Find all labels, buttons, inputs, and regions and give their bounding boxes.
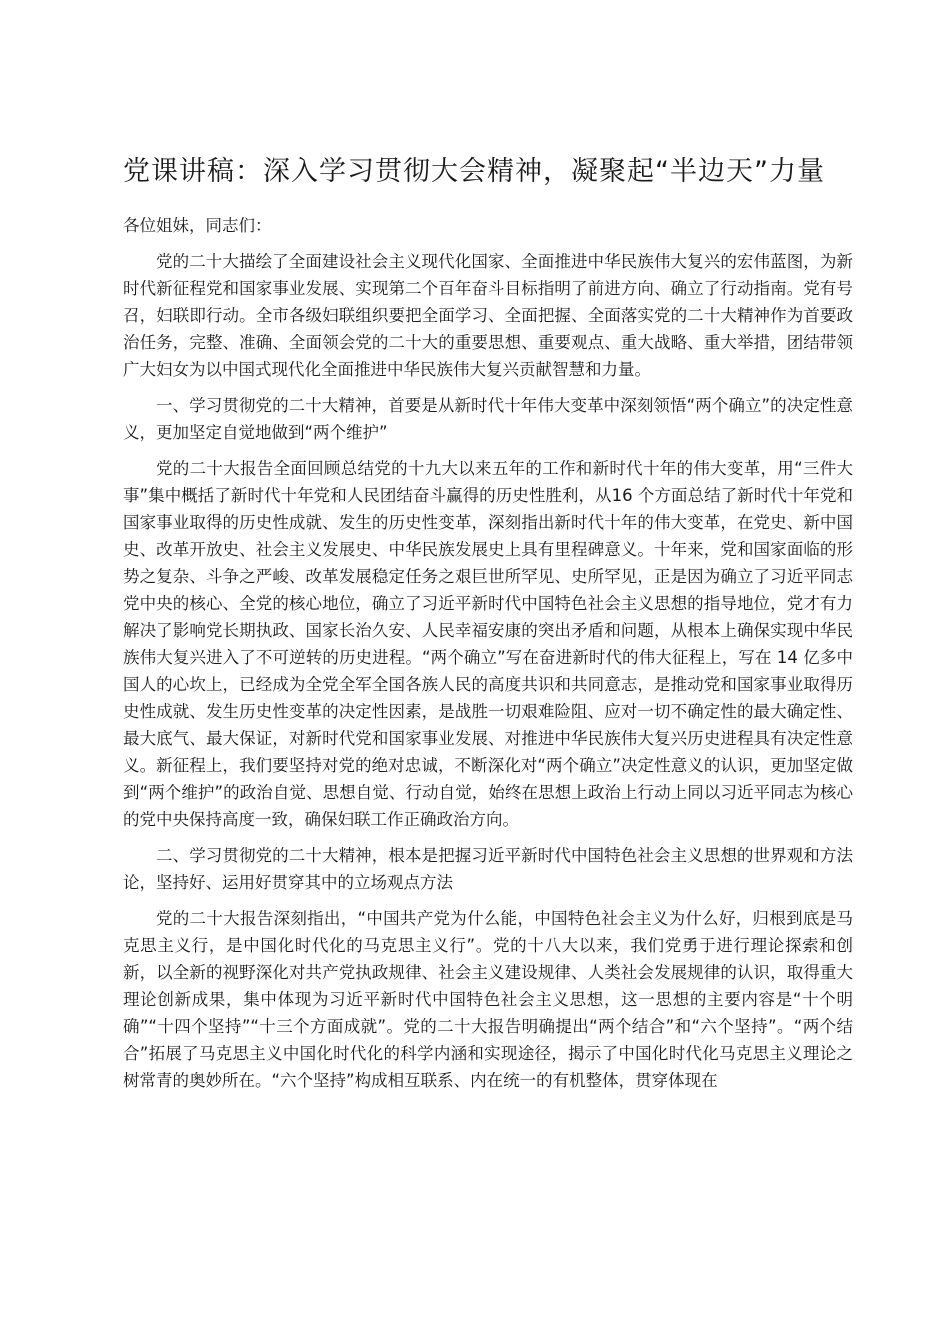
section-heading-2: 二、学习贯彻党的二十大精神，根本是把握习近平新时代中国特色社会主义思想的世界观和方法论，坚持好、运用好贯穿其中的立场观点方法	[123, 846, 853, 892]
document-page	[123, 152, 853, 1103]
paragraph-section-2: 党的二十大报告深刻指出，“中国共产党为什么能，中国特色社会主义为什么好，归根到底是马克思主义行，是中国化时代化的马克思主义行”。党的十八大以来，我们党勇于进行理论探索和创新，以全新的视野深化对共产党执政规律、社会主义建设规律、人类社会发展规律的认识，取得重大理论创新成果，集中体现为习近平新时代中国特色社会主义思想，这一思想的主要内容是“十个明确”“十四个坚持”“十三个方面成就”。党的二十大报告明确提出“两个结合”和“六个坚持”。“两个结合”拓展了马克思主义中国化时代化的科学内涵和实现途径，揭示了中国化时代化马克思主义理论之树常青的奥妙所在。“六个坚持”构成相互联系、内在统一的有机整体，贯穿体现在	[123, 909, 853, 1090]
salutation: 各位姐妹，同志们：	[123, 216, 272, 235]
section-heading-1: 一、学习贯彻党的二十大精神，首要是从新时代十年伟大变革中深刻领悟“两个确立”的决定性意义，更加坚定自觉地做到“两个维护”	[123, 396, 853, 442]
paragraph-intro: 党的二十大描绘了全面建设社会主义现代化国家、全面推进中华民族伟大复兴的宏伟蓝图，为新时代新征程党和国家事业发展、实现第二个百年奋斗目标指明了前进方向、确立了行动指南。党有号召，妇联即行动。全市各级妇联组织要把全面学习、全面把握、全面落实党的二十大精神作为首要政治任务，完整、准确、全面领会党的二十大的重要思想、重要观点、重大战略、重大举措，团结带领广大妇女为以中国式现代化全面推进中华民族伟大复兴贡献智慧和力量。	[123, 252, 853, 379]
paragraph-section-1: 党的二十大报告全面回顾总结党的十九大以来五年的工作和新时代十年的伟大变革，用“三件大事”集中概括了新时代十年党和人民团结奋斗赢得的历史性胜利，从16 个方面总结了新时代十年党和国家事业取得的历史性成就、发生的历史性变革，深刻指出新时代十年的伟大变革，在党史、新中国史、改革开放史、社会主义发展史、中华民族发展史上具有里程碑意义。十年来，党和国家面临的形势之复杂、斗争之严峻、改革发展稳定任务之艰巨世所罕见、史所罕见，正是因为确立了习近平同志党中央的核心、全党的核心地位，确立了习近平新时代中国特色社会主义思想的指导地位，党才有力解决了影响党长期执政、国家长治久安、人民幸福安康的突出矛盾和问题，从根本上确保实现中华民族伟大复兴进入了不可逆转的历史进程。“两个确立”写在奋进新时代的伟大征程上，写在 14 亿多中国人的心坎上，已经成为全党全军全国各族人民的高度共识和共同意志，是推动党和国家事业取得历史性成就、发生历史性变革的决定性因素，是战胜一切艰难险阻、应对一切不确定性的最大确定性、最大底气、最大保证，对新时代党和国家事业发展、对推进中华民族伟大复兴历史进程具有决定性意义。新征程上，我们要坚持对党的绝对忠诚，不断深化对“两个确立”决定性意义的认识，更加坚定做到“两个维护”的政治自觉、思想自觉、行动自觉，始终在思想上政治上行动上同以习近平同志为核心的党中央保持高度一致，确保妇联工作正确政治方向。	[123, 459, 853, 829]
document-title: 党课讲稿：深入学习贯彻大会精神，凝聚起“半边天”力量	[123, 156, 825, 187]
